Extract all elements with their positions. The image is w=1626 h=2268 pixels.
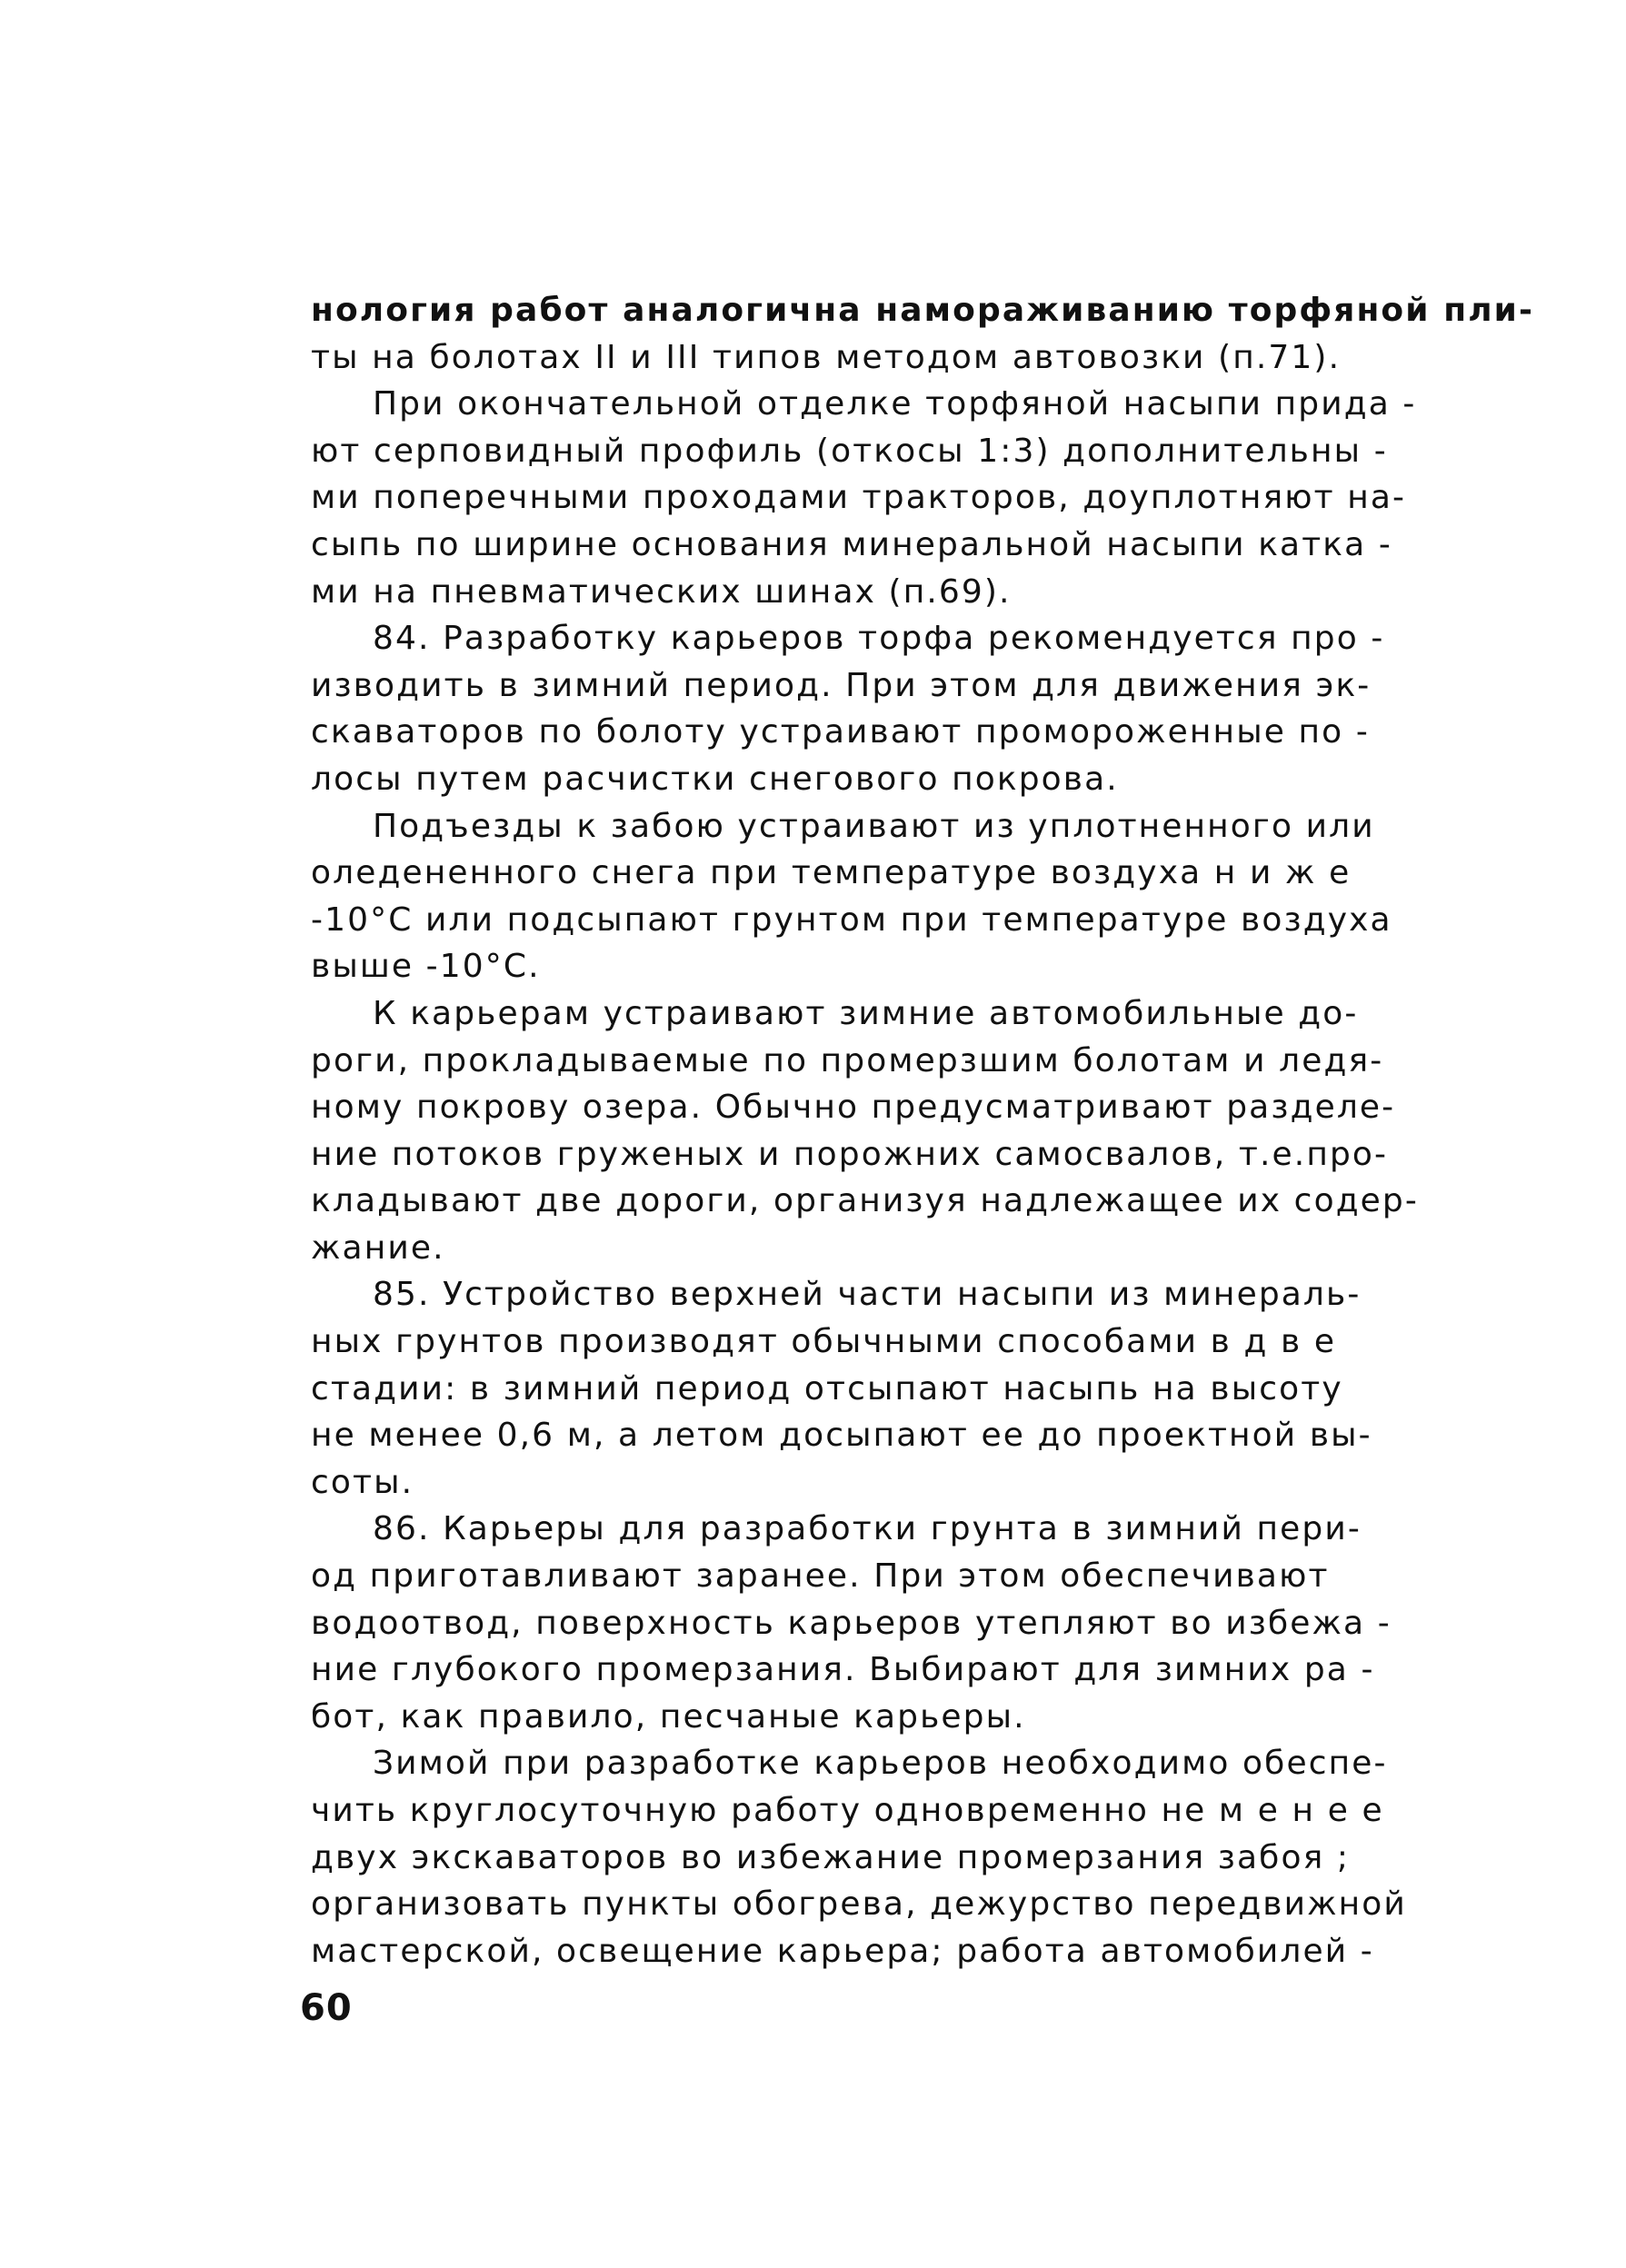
text-line-8: 84. Разработку карьеров торфа рекомендуется про - — [373, 620, 1385, 658]
text-line-29: водоотвод, поверхность карьеров утепляют во избежа - — [311, 1604, 1392, 1642]
text-line-21: жание. — [311, 1228, 445, 1267]
text-line-28: од приготавливают заранее. При этом обеспечивают — [311, 1557, 1330, 1596]
text-line-16: К карьерам устраивают зимние автомобильные до- — [373, 994, 1359, 1032]
text-line-34: двух экскаваторов во избежание промерзания забоя ; — [311, 1838, 1351, 1876]
page-number: 60 — [300, 1987, 353, 2029]
text-line-20: кладывают две дороги, организуя надлежащее их содер- — [311, 1182, 1419, 1220]
text-line-27: 86. Карьеры для разработки грунта в зимний пери- — [373, 1510, 1362, 1548]
text-line-11: лосы путем расчистки снегового покрова. — [311, 760, 1119, 798]
text-line-30: ние глубокого промерзания. Выбирают для зимних ра - — [311, 1651, 1375, 1689]
text-line-33: чить круглосуточную работу одновременно не м е н е е — [311, 1792, 1384, 1829]
text-line-31: бот, как правило, песчаные карьеры. — [311, 1697, 1026, 1736]
text-line-6: сыпь по ширине основания минеральной насыпи катка - — [311, 525, 1392, 563]
text-line-9: изводить в зимний период. При этом для движения эк- — [311, 666, 1372, 704]
text-line-35: организовать пункты обогрева, дежурство передвижной — [311, 1885, 1407, 1924]
text-line-25: не менее 0,6 м, а летом досыпают ее до проектной вы- — [311, 1417, 1372, 1455]
text-line-24: стадии: в зимний период отсыпают насыпь на высоту — [311, 1369, 1343, 1408]
text-line-4: ют серповидный профиль (откосы 1:3) дополнительны - — [311, 432, 1388, 470]
text-line-5: ми поперечными проходами тракторов, доуплотняют на- — [311, 479, 1407, 517]
text-line-2: ты на болотах II и III типов методом автовозки (п.71). — [311, 338, 1342, 376]
text-line-23: ных грунтов производят обычными способами в д в е — [311, 1323, 1337, 1361]
text-line-26: соты. — [311, 1463, 414, 1501]
text-line-36: мастерской, освещение карьера; работа автомобилей - — [311, 1932, 1374, 1970]
text-line-3: При окончательной отделке торфяной насыпи прида - — [373, 385, 1417, 423]
text-line-13: оледененного снега при температуре воздуха н и ж е — [311, 854, 1352, 892]
text-line-17: роги, прокладываемые по промерзшим болотам и ледя- — [311, 1041, 1384, 1079]
text-line-14: -10°С или подсыпают грунтом при температуре воздуха — [311, 900, 1392, 939]
text-line-15: выше -10°С. — [311, 948, 541, 986]
text-line-19: ние потоков груженых и порожних самосвалов, т.е.про- — [311, 1135, 1389, 1173]
text-line-18: ному покрову озера. Обычно предусматривают разделе- — [311, 1089, 1396, 1127]
text-line-12: Подъезды к забою устраивают из уплотненного или — [373, 807, 1375, 845]
text-line-1: нология работ аналогична намораживанию торфяной пли- — [311, 292, 1535, 329]
text-line-32: Зимой при разработке карьеров необходимо обеспе- — [373, 1745, 1388, 1783]
text-line-22: 85. Устройство верхней части насыпи из минераль- — [373, 1276, 1362, 1314]
text-line-10: скаваторов по болоту устраивают промороженные по - — [311, 713, 1370, 751]
body-text — [311, 287, 1535, 1975]
text-line-7: ми на пневматических шинах (п.69). — [311, 572, 1012, 611]
